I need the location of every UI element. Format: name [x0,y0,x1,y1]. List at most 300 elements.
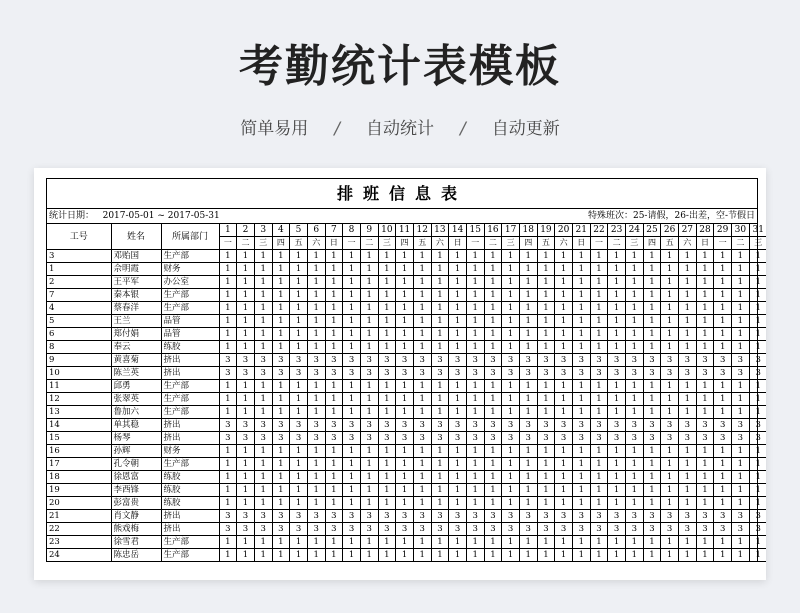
employee-dept[interactable]: 挤出 [161,367,219,380]
employee-id[interactable]: 17 [47,458,111,471]
shift-cell[interactable]: 1 [661,250,679,263]
shift-cell[interactable]: 1 [749,471,766,484]
shift-cell[interactable]: 3 [661,367,679,380]
employee-dept[interactable]: 挤出 [161,523,219,536]
employee-dept[interactable]: 挤出 [161,419,219,432]
shift-cell[interactable]: 1 [572,341,590,354]
shift-cell[interactable]: 1 [307,497,325,510]
employee-dept[interactable]: 财务 [161,445,219,458]
shift-cell[interactable]: 3 [431,523,449,536]
shift-cell[interactable]: 1 [519,393,537,406]
shift-cell[interactable]: 1 [325,497,343,510]
shift-cell[interactable]: 1 [519,263,537,276]
shift-cell[interactable]: 1 [272,497,290,510]
shift-cell[interactable]: 1 [608,471,626,484]
shift-cell[interactable]: 3 [219,354,237,367]
employee-id[interactable]: 12 [47,393,111,406]
shift-cell[interactable]: 3 [519,523,537,536]
shift-cell[interactable]: 3 [714,367,732,380]
shift-cell[interactable]: 1 [661,276,679,289]
shift-cell[interactable]: 1 [307,536,325,549]
shift-cell[interactable]: 1 [643,549,661,562]
shift-cell[interactable]: 1 [413,289,431,302]
employee-name[interactable]: 彭富贵 [111,497,161,510]
shift-cell[interactable]: 1 [466,445,484,458]
shift-cell[interactable]: 3 [661,523,679,536]
shift-cell[interactable]: 3 [502,367,520,380]
shift-cell[interactable]: 1 [572,458,590,471]
shift-cell[interactable]: 1 [431,445,449,458]
shift-cell[interactable]: 3 [555,432,573,445]
shift-cell[interactable]: 1 [749,445,766,458]
shift-cell[interactable]: 3 [290,419,308,432]
shift-cell[interactable]: 1 [325,536,343,549]
shift-cell[interactable]: 1 [625,497,643,510]
shift-cell[interactable]: 1 [537,549,555,562]
shift-cell[interactable]: 3 [519,354,537,367]
shift-cell[interactable]: 1 [396,250,414,263]
shift-cell[interactable]: 1 [484,328,502,341]
shift-cell[interactable]: 1 [519,549,537,562]
shift-cell[interactable]: 1 [431,484,449,497]
shift-cell[interactable]: 3 [449,523,467,536]
employee-name[interactable]: 王兰 [111,315,161,328]
shift-cell[interactable]: 1 [343,445,361,458]
shift-cell[interactable]: 1 [360,289,378,302]
shift-cell[interactable]: 1 [519,484,537,497]
shift-cell[interactable]: 3 [625,510,643,523]
shift-cell[interactable]: 1 [696,549,714,562]
shift-cell[interactable]: 1 [590,445,608,458]
shift-cell[interactable]: 1 [661,302,679,315]
shift-cell[interactable]: 1 [678,276,696,289]
shift-cell[interactable]: 3 [537,367,555,380]
shift-cell[interactable]: 1 [219,263,237,276]
shift-cell[interactable]: 3 [413,419,431,432]
shift-cell[interactable]: 1 [749,497,766,510]
shift-cell[interactable]: 3 [413,367,431,380]
shift-cell[interactable]: 1 [678,289,696,302]
shift-cell[interactable]: 1 [466,263,484,276]
shift-cell[interactable]: 1 [484,536,502,549]
shift-cell[interactable]: 1 [519,536,537,549]
employee-name[interactable]: 佘明霞 [111,263,161,276]
shift-cell[interactable]: 3 [360,510,378,523]
shift-cell[interactable]: 3 [572,523,590,536]
shift-cell[interactable]: 1 [431,289,449,302]
shift-cell[interactable]: 3 [449,354,467,367]
shift-cell[interactable]: 1 [219,341,237,354]
shift-cell[interactable]: 3 [537,510,555,523]
shift-cell[interactable]: 1 [714,289,732,302]
employee-dept[interactable]: 挤出 [161,354,219,367]
shift-cell[interactable]: 3 [519,510,537,523]
shift-cell[interactable]: 3 [343,367,361,380]
shift-cell[interactable]: 1 [449,497,467,510]
shift-cell[interactable]: 1 [749,406,766,419]
shift-cell[interactable]: 1 [360,484,378,497]
shift-cell[interactable]: 3 [396,419,414,432]
shift-cell[interactable]: 1 [343,393,361,406]
shift-cell[interactable]: 1 [714,549,732,562]
employee-name[interactable]: 徐恩富 [111,471,161,484]
shift-cell[interactable]: 1 [343,341,361,354]
employee-id[interactable]: 1 [47,263,111,276]
shift-cell[interactable]: 3 [696,419,714,432]
shift-cell[interactable]: 1 [484,445,502,458]
shift-cell[interactable]: 1 [237,328,255,341]
shift-cell[interactable]: 1 [484,302,502,315]
shift-cell[interactable]: 1 [555,289,573,302]
shift-cell[interactable]: 1 [378,445,396,458]
shift-cell[interactable]: 1 [519,289,537,302]
shift-cell[interactable]: 1 [254,497,272,510]
shift-cell[interactable]: 1 [519,445,537,458]
shift-cell[interactable]: 3 [590,419,608,432]
shift-cell[interactable]: 1 [360,276,378,289]
shift-cell[interactable]: 1 [431,276,449,289]
shift-cell[interactable]: 1 [590,393,608,406]
shift-cell[interactable]: 1 [678,393,696,406]
shift-cell[interactable]: 3 [749,432,766,445]
shift-cell[interactable]: 1 [378,536,396,549]
shift-cell[interactable]: 1 [325,484,343,497]
shift-cell[interactable]: 1 [502,380,520,393]
shift-cell[interactable]: 1 [237,250,255,263]
shift-cell[interactable]: 1 [307,328,325,341]
shift-cell[interactable]: 1 [290,497,308,510]
shift-cell[interactable]: 3 [272,419,290,432]
shift-cell[interactable]: 3 [661,510,679,523]
shift-cell[interactable]: 1 [643,250,661,263]
shift-cell[interactable]: 3 [378,432,396,445]
shift-cell[interactable]: 1 [360,458,378,471]
shift-cell[interactable]: 3 [449,419,467,432]
shift-cell[interactable]: 1 [608,484,626,497]
shift-cell[interactable]: 1 [714,393,732,406]
shift-cell[interactable]: 1 [484,406,502,419]
shift-cell[interactable]: 1 [343,497,361,510]
shift-cell[interactable]: 3 [396,367,414,380]
shift-cell[interactable]: 1 [625,471,643,484]
shift-cell[interactable]: 1 [678,471,696,484]
shift-cell[interactable]: 1 [449,458,467,471]
shift-cell[interactable]: 1 [396,315,414,328]
shift-cell[interactable]: 1 [625,289,643,302]
shift-cell[interactable]: 3 [590,523,608,536]
shift-cell[interactable]: 1 [537,471,555,484]
shift-cell[interactable]: 1 [537,328,555,341]
shift-cell[interactable]: 1 [272,471,290,484]
shift-cell[interactable]: 1 [307,263,325,276]
shift-cell[interactable]: 1 [360,393,378,406]
shift-cell[interactable]: 1 [502,250,520,263]
shift-cell[interactable]: 1 [431,549,449,562]
shift-cell[interactable]: 3 [431,510,449,523]
shift-cell[interactable]: 3 [731,432,749,445]
shift-cell[interactable]: 1 [749,484,766,497]
shift-cell[interactable]: 1 [378,302,396,315]
employee-name[interactable]: 奉云 [111,341,161,354]
employee-name[interactable]: 张翠英 [111,393,161,406]
shift-cell[interactable]: 1 [661,406,679,419]
shift-cell[interactable]: 1 [431,536,449,549]
shift-cell[interactable]: 3 [431,354,449,367]
shift-cell[interactable]: 1 [537,263,555,276]
shift-cell[interactable]: 1 [608,497,626,510]
shift-cell[interactable]: 1 [466,471,484,484]
employee-dept[interactable]: 生产部 [161,549,219,562]
shift-cell[interactable]: 1 [484,250,502,263]
shift-cell[interactable]: 1 [413,393,431,406]
shift-cell[interactable]: 1 [678,536,696,549]
employee-name[interactable]: 陈忠岳 [111,549,161,562]
shift-cell[interactable]: 1 [219,250,237,263]
shift-cell[interactable]: 3 [466,510,484,523]
shift-cell[interactable]: 1 [537,445,555,458]
shift-cell[interactable]: 1 [325,250,343,263]
shift-cell[interactable]: 1 [749,263,766,276]
employee-id[interactable]: 20 [47,497,111,510]
shift-cell[interactable]: 1 [449,302,467,315]
shift-cell[interactable]: 1 [696,445,714,458]
employee-name[interactable]: 孙辉 [111,445,161,458]
shift-cell[interactable]: 1 [396,380,414,393]
shift-cell[interactable]: 1 [307,445,325,458]
shift-cell[interactable]: 1 [325,458,343,471]
shift-cell[interactable]: 1 [290,341,308,354]
shift-cell[interactable]: 1 [360,341,378,354]
employee-name[interactable]: 鲁加六 [111,406,161,419]
shift-cell[interactable]: 1 [431,263,449,276]
shift-cell[interactable]: 3 [484,419,502,432]
shift-cell[interactable]: 3 [378,419,396,432]
shift-cell[interactable]: 1 [378,380,396,393]
shift-cell[interactable]: 1 [537,536,555,549]
shift-cell[interactable]: 1 [449,315,467,328]
shift-cell[interactable]: 1 [343,536,361,549]
shift-cell[interactable]: 1 [537,302,555,315]
shift-cell[interactable]: 1 [290,406,308,419]
shift-cell[interactable]: 1 [590,484,608,497]
shift-cell[interactable]: 1 [413,484,431,497]
shift-cell[interactable]: 1 [396,497,414,510]
shift-cell[interactable]: 1 [731,328,749,341]
shift-cell[interactable]: 3 [608,354,626,367]
shift-cell[interactable]: 1 [219,497,237,510]
shift-cell[interactable]: 3 [307,367,325,380]
shift-cell[interactable]: 1 [360,445,378,458]
shift-cell[interactable]: 3 [625,432,643,445]
shift-cell[interactable]: 1 [237,341,255,354]
shift-cell[interactable]: 1 [608,458,626,471]
shift-cell[interactable]: 3 [625,419,643,432]
shift-cell[interactable]: 3 [590,354,608,367]
shift-cell[interactable]: 3 [307,419,325,432]
shift-cell[interactable]: 1 [537,393,555,406]
shift-cell[interactable]: 1 [625,406,643,419]
shift-cell[interactable]: 1 [272,341,290,354]
employee-id[interactable]: 16 [47,445,111,458]
shift-cell[interactable]: 1 [731,497,749,510]
shift-cell[interactable]: 1 [272,250,290,263]
shift-cell[interactable]: 1 [572,471,590,484]
shift-cell[interactable]: 3 [608,367,626,380]
shift-cell[interactable]: 1 [343,276,361,289]
shift-cell[interactable]: 1 [307,380,325,393]
shift-cell[interactable]: 1 [325,549,343,562]
shift-cell[interactable]: 1 [484,458,502,471]
shift-cell[interactable]: 3 [272,510,290,523]
shift-cell[interactable]: 1 [502,302,520,315]
shift-cell[interactable]: 3 [343,419,361,432]
shift-cell[interactable]: 1 [731,289,749,302]
shift-cell[interactable]: 3 [643,354,661,367]
shift-cell[interactable]: 1 [696,497,714,510]
shift-cell[interactable]: 1 [290,315,308,328]
shift-cell[interactable]: 1 [625,484,643,497]
employee-name[interactable]: 黄喜菊 [111,354,161,367]
shift-cell[interactable]: 3 [290,523,308,536]
shift-cell[interactable]: 3 [537,432,555,445]
shift-cell[interactable]: 1 [396,276,414,289]
shift-cell[interactable]: 1 [537,406,555,419]
employee-name[interactable]: 熊戏梅 [111,523,161,536]
shift-cell[interactable]: 3 [325,354,343,367]
shift-cell[interactable]: 3 [237,432,255,445]
shift-cell[interactable]: 1 [608,393,626,406]
shift-cell[interactable]: 3 [484,510,502,523]
shift-cell[interactable]: 1 [413,497,431,510]
shift-cell[interactable]: 1 [678,263,696,276]
shift-cell[interactable]: 3 [484,354,502,367]
shift-cell[interactable]: 1 [237,549,255,562]
shift-cell[interactable]: 1 [272,315,290,328]
shift-cell[interactable]: 1 [625,393,643,406]
shift-cell[interactable]: 1 [749,549,766,562]
shift-cell[interactable]: 1 [466,380,484,393]
shift-cell[interactable]: 1 [307,458,325,471]
employee-name[interactable]: 王平军 [111,276,161,289]
shift-cell[interactable]: 1 [661,484,679,497]
employee-dept[interactable]: 练胶 [161,341,219,354]
shift-cell[interactable]: 1 [431,380,449,393]
shift-cell[interactable]: 1 [378,315,396,328]
shift-cell[interactable]: 1 [537,315,555,328]
shift-cell[interactable]: 1 [378,471,396,484]
shift-cell[interactable]: 1 [307,341,325,354]
shift-cell[interactable]: 1 [714,302,732,315]
shift-cell[interactable]: 1 [378,328,396,341]
shift-cell[interactable]: 1 [484,471,502,484]
shift-cell[interactable]: 3 [343,354,361,367]
shift-cell[interactable]: 1 [484,497,502,510]
shift-cell[interactable]: 1 [519,250,537,263]
shift-cell[interactable]: 1 [643,445,661,458]
shift-cell[interactable]: 3 [484,432,502,445]
shift-cell[interactable]: 1 [749,250,766,263]
shift-cell[interactable]: 1 [272,536,290,549]
shift-cell[interactable]: 3 [290,367,308,380]
shift-cell[interactable]: 1 [643,406,661,419]
shift-cell[interactable]: 1 [466,289,484,302]
shift-cell[interactable]: 3 [678,510,696,523]
shift-cell[interactable]: 1 [237,276,255,289]
shift-cell[interactable]: 1 [484,315,502,328]
shift-cell[interactable]: 1 [502,393,520,406]
shift-cell[interactable]: 1 [413,549,431,562]
shift-cell[interactable]: 1 [254,380,272,393]
shift-cell[interactable]: 1 [714,276,732,289]
employee-id[interactable]: 15 [47,432,111,445]
shift-cell[interactable]: 3 [714,432,732,445]
employee-id[interactable]: 2 [47,276,111,289]
employee-dept[interactable]: 生产部 [161,458,219,471]
shift-cell[interactable]: 1 [449,484,467,497]
shift-cell[interactable]: 1 [555,471,573,484]
shift-cell[interactable]: 1 [237,315,255,328]
shift-cell[interactable]: 1 [290,380,308,393]
shift-cell[interactable]: 1 [396,406,414,419]
shift-cell[interactable]: 1 [431,497,449,510]
employee-dept[interactable]: 生产部 [161,289,219,302]
shift-cell[interactable]: 3 [696,367,714,380]
shift-cell[interactable]: 1 [449,263,467,276]
shift-cell[interactable]: 1 [484,393,502,406]
shift-cell[interactable]: 1 [555,302,573,315]
shift-cell[interactable]: 1 [590,250,608,263]
shift-cell[interactable]: 1 [466,276,484,289]
shift-cell[interactable]: 1 [378,250,396,263]
shift-cell[interactable]: 1 [572,549,590,562]
shift-cell[interactable]: 3 [625,523,643,536]
shift-cell[interactable]: 1 [502,315,520,328]
shift-cell[interactable]: 1 [519,276,537,289]
shift-cell[interactable]: 1 [449,328,467,341]
shift-cell[interactable]: 1 [590,458,608,471]
shift-cell[interactable]: 1 [254,341,272,354]
shift-cell[interactable]: 3 [608,523,626,536]
shift-cell[interactable]: 1 [608,289,626,302]
shift-cell[interactable]: 3 [555,419,573,432]
shift-cell[interactable]: 1 [572,302,590,315]
employee-id[interactable]: 3 [47,250,111,263]
employee-dept[interactable]: 生产部 [161,406,219,419]
shift-cell[interactable]: 3 [731,510,749,523]
shift-cell[interactable]: 1 [325,263,343,276]
shift-cell[interactable]: 1 [449,289,467,302]
shift-cell[interactable]: 1 [307,276,325,289]
shift-cell[interactable]: 3 [290,510,308,523]
shift-cell[interactable]: 1 [661,328,679,341]
shift-cell[interactable]: 3 [360,523,378,536]
shift-cell[interactable]: 3 [360,367,378,380]
shift-cell[interactable]: 3 [307,523,325,536]
shift-cell[interactable]: 3 [590,432,608,445]
shift-cell[interactable]: 1 [608,380,626,393]
employee-id[interactable]: 7 [47,289,111,302]
shift-cell[interactable]: 1 [307,302,325,315]
employee-dept[interactable]: 办公室 [161,276,219,289]
shift-cell[interactable]: 1 [307,549,325,562]
shift-cell[interactable]: 3 [449,367,467,380]
employee-id[interactable]: 22 [47,523,111,536]
shift-cell[interactable]: 1 [237,380,255,393]
shift-cell[interactable]: 1 [343,458,361,471]
shift-cell[interactable]: 1 [272,406,290,419]
shift-cell[interactable]: 1 [608,276,626,289]
shift-cell[interactable]: 1 [431,471,449,484]
